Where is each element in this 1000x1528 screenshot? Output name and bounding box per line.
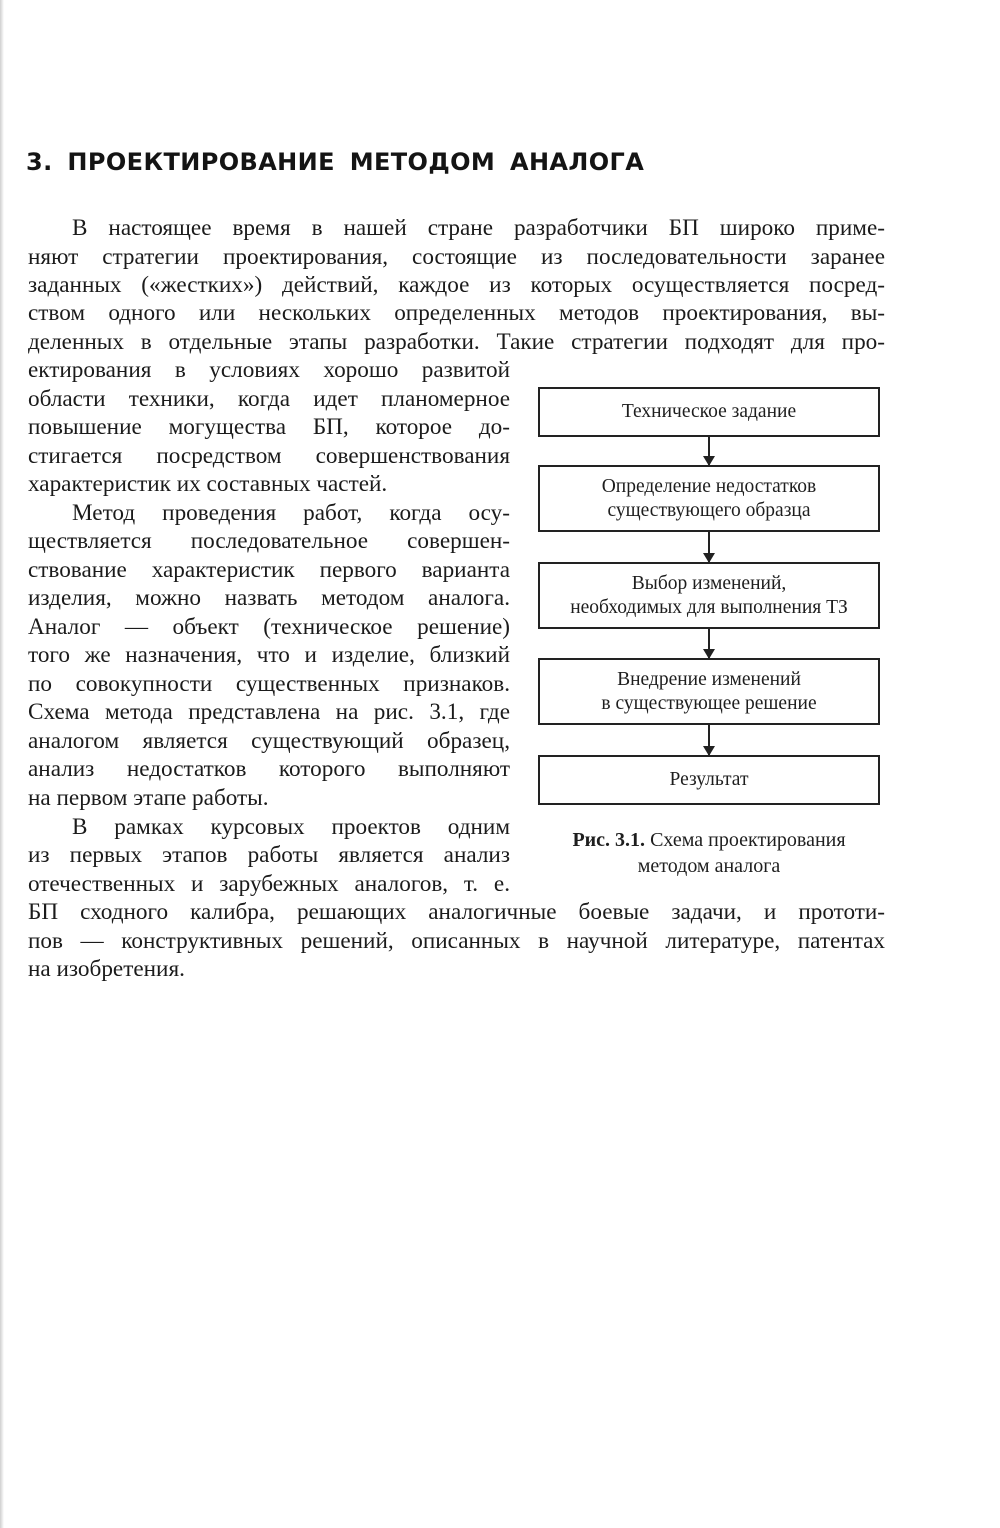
text-line: няют стратегии проектирования, состоящие из последовательности заранее — [28, 244, 885, 270]
flowchart-step-text: Результат — [669, 769, 749, 790]
flowchart-step-technical-task — [538, 387, 880, 437]
flowchart-step-text: Определение недостатков — [601, 475, 817, 497]
flowchart-step-text: Техническое задание — [621, 401, 797, 422]
flowchart-step-choose-changes — [538, 562, 880, 629]
flowchart-arrow — [708, 532, 710, 562]
flowchart-step-text: Внедрение изменений — [617, 668, 801, 690]
text-line: В настоящее время в нашей стране разработчики БП широко приме- — [72, 215, 885, 241]
figure-caption-label: Рис. 3.1. — [572, 829, 646, 851]
flowchart-step-text: Выбор изменений, — [631, 572, 787, 594]
figure-caption-text: Схема проектирования — [645, 829, 846, 851]
text-line: изделия, можно назвать методом аналога. — [28, 585, 510, 611]
text-line: БП сходного калибра, решающих аналогичные боевые задачи, и прототи- — [28, 899, 885, 925]
flowchart-arrow — [708, 629, 710, 658]
text-line: ектирования в условиях хорошо развитой — [28, 357, 510, 383]
flowchart-step-result — [538, 755, 880, 805]
text-line: ствование характеристик первого варианта — [28, 557, 510, 583]
flowchart-step-text: необходимых для выполнения ТЗ — [570, 596, 848, 618]
text-line: отечественных и зарубежных аналогов, т. е. — [28, 871, 510, 897]
text-line: из первых этапов работы является анализ — [28, 842, 510, 868]
flowchart-step-text: существующего образца — [607, 499, 811, 521]
figure-caption — [538, 827, 880, 879]
text-line: ществляется последовательное совершен- — [28, 528, 510, 554]
text-line: характеристик их составных частей. — [28, 471, 388, 497]
flowchart-step-text: в существующее решение — [601, 692, 817, 714]
text-line: того же назначения, что и изделие, близкий — [28, 642, 510, 668]
text-line: В рамках курсовых проектов одним — [72, 814, 510, 840]
text-line: пов — конструктивных решений, описанных в научной литературе, патентах — [28, 928, 885, 954]
text-line: Схема метода представлена на рис. 3.1, где — [28, 699, 510, 725]
text-line: ством одного или нескольких определенных методов проектирования, вы- — [28, 300, 885, 326]
text-line: на изобретения. — [28, 956, 185, 982]
text-line: повышение могущества БП, которое до- — [28, 414, 510, 440]
text-line: Аналог — объект (техническое решение) — [28, 614, 510, 640]
text-line: на первом этапе работы. — [28, 785, 269, 811]
flowchart-arrow — [708, 437, 710, 465]
section-heading: 3. ПРОЕКТИРОВАНИЕ МЕТОДОМ АНАЛОГА — [26, 148, 645, 176]
text-line: деленных в отдельные этапы разработки. Такие стратегии подходят для про- — [28, 329, 885, 355]
scan-edge-shadow — [0, 0, 4, 1528]
text-line: заданных («жестких») действий, каждое из которых осуществляется посред- — [28, 272, 885, 298]
text-line: стигается посредством совершенствования — [28, 443, 510, 469]
flowchart-step-implement-changes — [538, 658, 880, 725]
figure-caption-line: методом аналога — [637, 855, 781, 877]
flowchart-arrow — [708, 725, 710, 755]
text-line: по совокупности существенных признаков. — [28, 671, 510, 697]
text-line: аналогом является существующий образец, — [28, 728, 510, 754]
flowchart-step-find-deficiencies — [538, 465, 880, 532]
text-line: Метод проведения работ, когда осу- — [72, 500, 510, 526]
text-line: области техники, когда идет планомерное — [28, 386, 510, 412]
text-line: анализ недостатков которого выполняют — [28, 756, 510, 782]
figure-caption-line — [538, 827, 880, 853]
